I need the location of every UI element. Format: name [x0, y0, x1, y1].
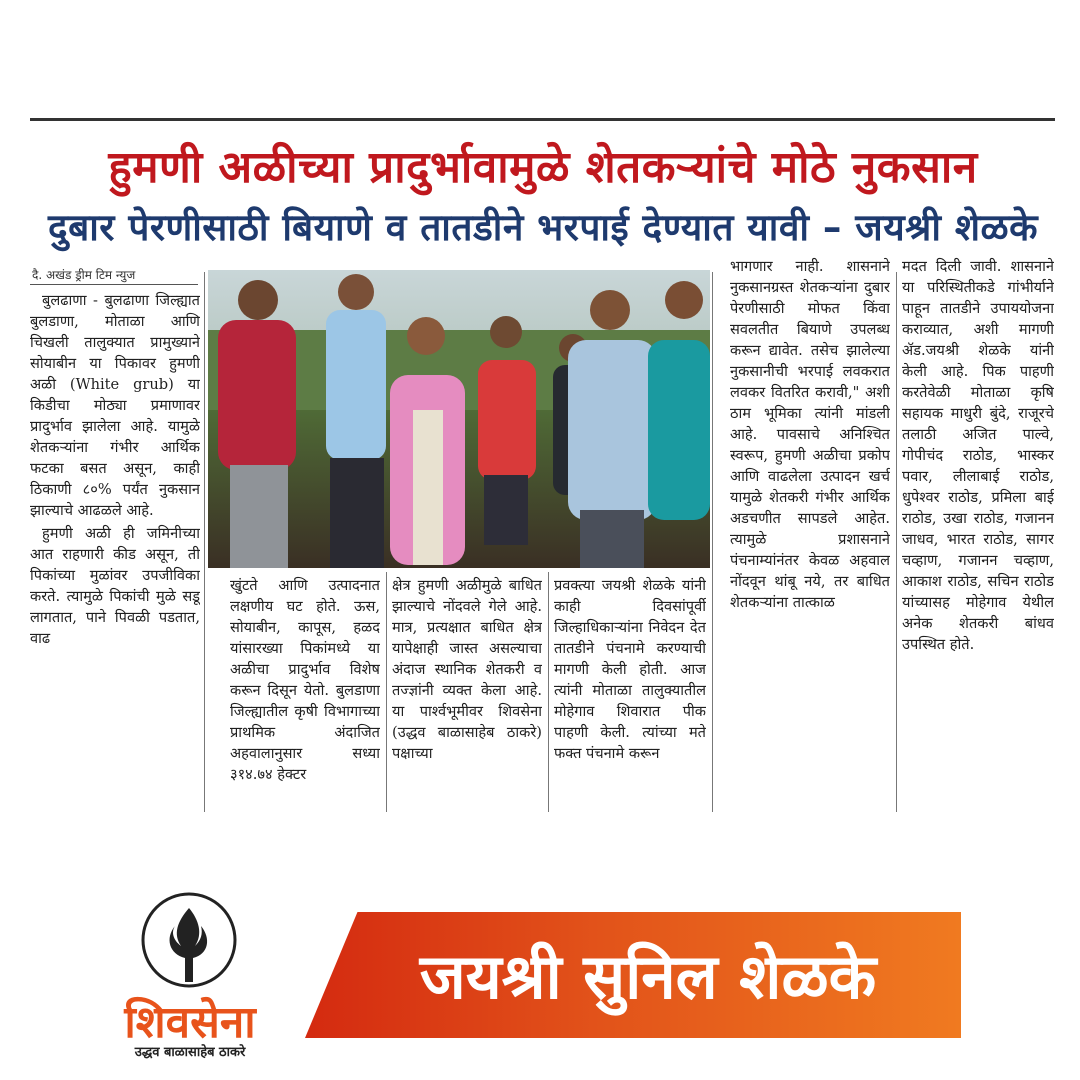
- column-2: खुंटते आणि उत्पादनात लक्षणीय घट होते. ऊस, सोयाबीन, कापूस, हळद यांसारख्या पिकांमध्ये या अळीचा प्रादुर्भाव विशेष करून दिसून येतो. बुलडाणा जिल्ह्यातील कृषी विभागाच्या प्राथमिक अंदाजित अहवालानुसार सध्या ३१४.७४ हेक्टर: [230, 577, 380, 783]
- top-rule: [30, 118, 1055, 121]
- column-divider: [712, 272, 713, 812]
- column-1: [30, 290, 200, 810]
- byline-rule: [30, 284, 198, 285]
- column-5: भागणार नाही. शासनाने नुकसानग्रस्त शेतकऱ्यांना दुबार पेरणीसाठी मोफत किंवा सवलतीत बियाणे उपलब्ध करून द्यावेत. तसेच झालेल्या नुकसानीची भरपाई लवकरात लवकर वितरित करावी," अशी ठाम भूमिका त्यांनी मांडली आहे. पावसाचे अनिश्चित स्वरूप, हुमणी अळीचा प्रकोप आणि वाढलेला उत्पादन खर्च यामुळे शेतकरी गंभीर आर्थिक अडचणीत सापडले आहेत. त्यामुळे प्रशासनाने पंचनाम्यांनंतर केवळ अहवाल नोंदवून थांबू नये, तर बाधित शेतकऱ्यांना तात्काळ: [730, 258, 890, 611]
- column-divider: [548, 572, 549, 812]
- headline: हुमणी अळीच्या प्रादुर्भावामुळे शेतकऱ्यांचे मोठे नुकसान: [108, 142, 978, 193]
- banner-name: जयश्री सुनिल शेळके: [419, 940, 877, 1013]
- column-3: क्षेत्र हुमणी अळीमुळे बाधित झाल्याचे नोंदवले गेले आहे. मात्र, प्रत्यक्षात बाधित क्षेत्र यापेक्षाही जास्त असल्याचा अंदाज स्थानिक शेतकरी व तज्ज्ञांनी व्यक्त केला आहे. या पार्श्वभूमीवर शिवसेना (उद्धव बाळासाहेब ठाकरे) पक्षाच्या: [392, 577, 542, 762]
- subheadline: दुबार पेरणीसाठी बियाणे व तातडीने भरपाई देण्यात यावी – जयश्री शेळके: [47, 206, 1039, 249]
- field-visit-photo: [208, 270, 710, 568]
- logo-title: शिवसेना: [124, 997, 256, 1048]
- byline: दै. अखंड ड्रीम टिम न्युज: [32, 268, 136, 282]
- column-divider: [204, 272, 205, 812]
- column-divider: [386, 572, 387, 812]
- column-6: मदत दिली जावी. शासनाने या परिस्थितीकडे गांभीर्याने पाहून तातडीने उपाययोजना कराव्यात, अशी मागणी ॲड.जयश्री शेळके यांनी केली आहे. पिक पाहणी करतेवेळी मोताळा कृषि सहायक माधुरी बुंदे, राजूरचे तलाठी अजित पाल्वे, गोपीचंद राठोड, भास्कर पवार, लीलाबाई राठोड, धुपेश्वर राठोड, प्रमिला बाई राठोड, उखा राठोड, गजानन जाधव, भारत राठोड, सागर चव्हाण, गजानन चव्हाण, आकाश राठोड, सचिन राठोड यांच्यासह मोहेगाव येथील अनेक शेतकरी बांधव उपस्थित होते.: [902, 258, 1054, 653]
- column-4: प्रवक्त्या जयश्री शेळके यांनी काही दिवसांपूर्वी जिल्हाधिकाऱ्यांना निवेदन देत तातडीने पंचनामे करण्याची मागणी केली होती. आज त्यांनी मोताळा तालुक्यातील मोहेगाव शिवारात पीक पाहणी केली. त्यांच्या मते फक्त पंचनामे करून: [554, 577, 706, 762]
- column-divider: [896, 272, 897, 812]
- column-1-para-2: हुमणी अळी ही जमिनीच्या आत राहणारी कीड असून, ती पिकांच्या मुळांवर उपजीविका करते. त्यामुळे पिकांची मुळे सडू लागतात, पाने पिवळी पडतात, वाढ: [30, 525, 200, 647]
- logo-subtitle: उद्धव बाळासाहेब ठाकरे: [134, 1045, 246, 1060]
- column-1-para-1: बुलढाणा - बुलढाणा जिल्ह्यात बुलडाणा, मोताळा आणि चिखली तालुक्यात प्रामुख्याने सोयाबीन या पिकावर हुमणी अळी (White grub) या किडीचा मोठ्या प्रमाणावर प्रादुर्भाव झालेला आहे. यामुळे शेतकऱ्यांना गंभीर आर्थिक फटका बसत असून, काही ठिकाणी ८०% पर्यंत नुकसान झाल्याचे आढळले आहे.: [30, 292, 200, 519]
